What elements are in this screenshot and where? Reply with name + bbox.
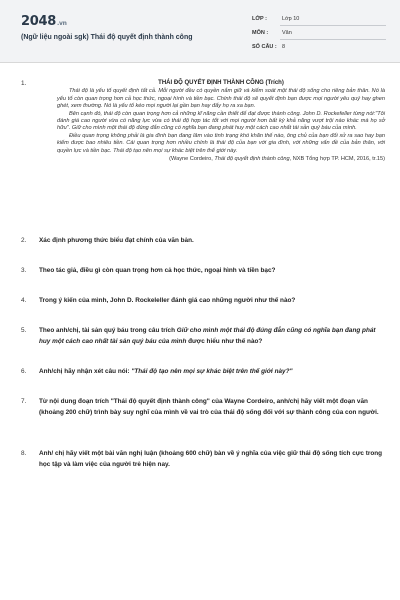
question-number: 4. bbox=[21, 297, 27, 304]
citation-book-title: Thái độ quyết định thành công bbox=[214, 156, 290, 163]
question-number: 5. bbox=[21, 327, 27, 334]
citation-prefix: (Wayne Cordeiro, bbox=[169, 156, 215, 163]
question-number: 6. bbox=[21, 368, 27, 375]
subject-value: Văn bbox=[282, 30, 292, 36]
question-text: Theo tác giả, điều gì còn quan trọng hơn cả học thức, ngoại hình và tiền bạc? bbox=[39, 267, 276, 274]
question-number: 1. bbox=[21, 80, 27, 87]
question-text: Xác định phương thức biểu đạt chính của văn bản. bbox=[39, 237, 194, 244]
question-number: 7. bbox=[21, 398, 27, 405]
question-text-part: Anh/chị hãy nhận xét câu nói: bbox=[39, 368, 132, 375]
citation-suffix: , NXB Tổng hợp TP. HCM, 2016, tr.15) bbox=[289, 156, 385, 163]
site-logo[interactable] bbox=[21, 14, 67, 29]
subject-label: MÔN : bbox=[252, 30, 269, 36]
page-header bbox=[0, 0, 400, 62]
question-number: 8. bbox=[21, 450, 27, 457]
passage-citation bbox=[57, 156, 385, 163]
question-text-part: Theo anh/chị, tài sản quý báu trong câu trích bbox=[39, 327, 177, 334]
question-number: 3. bbox=[21, 267, 27, 274]
question-text bbox=[39, 367, 385, 378]
question-count-label: SỐ CÂU : bbox=[252, 44, 277, 50]
question-text: Anh/ chị hãy viết một bài văn nghị luận (khoảng 600 chữ) bàn về ý nghĩa của việc giữ thái độ sống tích cực trong học tập và làm việc của người trẻ hiện nay. bbox=[39, 450, 383, 468]
divider bbox=[280, 25, 386, 26]
passage-paragraph: Thái độ là yếu tố quyết định tất cả. Mỗi người đều có quyền nắm giữ và kiểm soát một thái độ sống cho riêng bản thân. Nó là yếu tố còn quan trọng hơn cả học thức, ngoại hình và tiền bạc. Chính thái độ sẽ quyết định bạn được mọi người yêu quý hay ghen ghét, xem thường. Nó là yếu tố kéo mọi người lại gần bạn hay đẩy họ ra xa bạn. bbox=[57, 88, 385, 110]
document-title: (Ngữ liệu ngoài sgk) Thái độ quyết định thành công bbox=[21, 34, 193, 41]
passage-paragraph: Điều quan trọng không phải là gia đình bạn đang lâm vào tình trạng khó khăn thế nào, ông chủ của bạn đối xử ra sao hay bạn kiếm được bao nhiêu tiền. Cái quan trọng hơn nhiều chính là thái độ của bạn với gia đình, với những vấn đề của bản thân, với quyền lực và tiền bạc. Thái độ tạo nên mọi sự khác biệt trên thế giới này. bbox=[57, 132, 385, 154]
question-text-part: được hiểu như thế nào? bbox=[186, 337, 263, 345]
logo-text: 2048 bbox=[21, 14, 56, 29]
question-number: 2. bbox=[21, 237, 27, 244]
class-label: LỚP : bbox=[252, 16, 267, 22]
reading-passage bbox=[21, 80, 385, 163]
logo-suffix: .vn bbox=[56, 20, 67, 27]
passage-paragraph: Bên cạnh đó, thái độ còn quan trọng hơn cả những kĩ năng cần thiết để đạt được thành công. John D. Rockefeller từng nói:"Tôi đánh giá cao người vừa có năng lực vừa có thái độ hợp tác tốt với mọi người hơn bất kỳ khả năng vượt trội nào khác mà họ sở hữu". Giữ cho mình một thái độ đúng đắn cũng có nghĩa bạn đang phát huy một cách cao nhất tài sản quý báu của mình. bbox=[57, 110, 385, 132]
question-count-value: 8 bbox=[282, 44, 286, 50]
header-divider bbox=[0, 62, 400, 63]
quoted-excerpt: Giữ cho mình một thái độ đúng đắn cũng có nghĩa bạn đang phát huy một cách cao nhất tài sản quý báu của mình bbox=[39, 327, 376, 345]
class-value: Lớp 10 bbox=[282, 16, 300, 22]
passage-title: THÁI ĐỘ QUYẾT ĐỊNH THÀNH CÔNG (Trích) bbox=[158, 80, 284, 86]
quoted-excerpt: "Thái độ tạo nên mọi sự khác biệt trên thế giới này?" bbox=[131, 368, 293, 375]
question-text: Trong ý kiến của mình, John D. Rockeleller đánh giá cao những người như thế nào? bbox=[39, 297, 296, 304]
question-text: Từ nội dung đoạn trích "Thái độ quyết định thành công" của Wayne Cordeiro, anh/chị hãy viết một đoạn văn (khoảng 200 chữ) trình bày suy nghĩ của mình về vai trò của thái độ sống đối với sự thành công của con người. bbox=[39, 398, 379, 416]
divider bbox=[280, 39, 386, 40]
question-text bbox=[39, 326, 385, 347]
